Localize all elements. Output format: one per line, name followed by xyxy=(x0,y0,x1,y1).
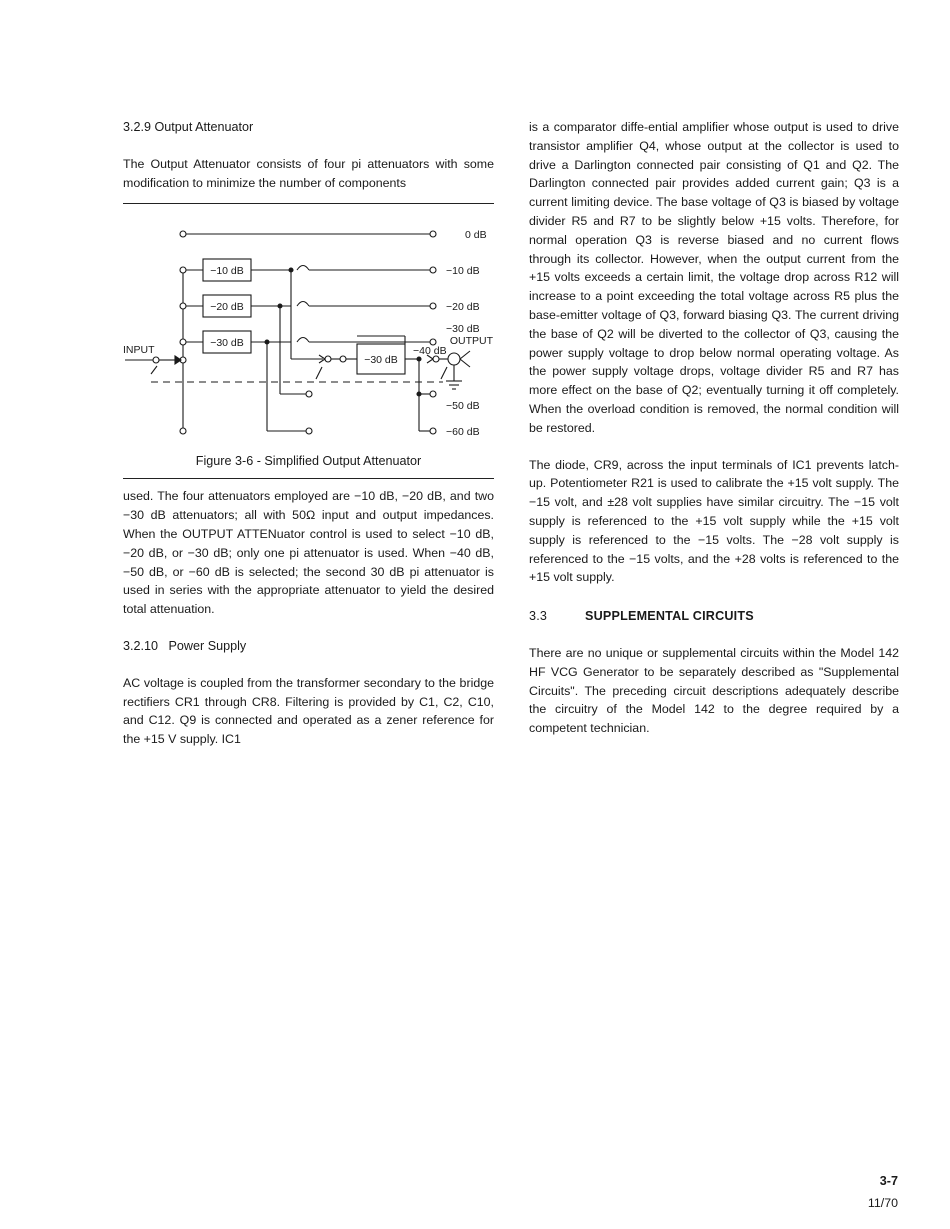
out-label-20db: −20 dB xyxy=(446,301,480,314)
left-column xyxy=(123,118,494,749)
out-label-10db: −10 dB xyxy=(446,265,480,278)
out-label-50db: −50 dB xyxy=(446,400,480,413)
page-number: 3-7 xyxy=(879,1174,898,1188)
attenuator-box-30db-b: −30 dB xyxy=(364,354,398,367)
out-label-0db: 0 dB xyxy=(465,229,487,242)
attenuators-paragraph: used. The four attenuators employed are −10 dB, −20 dB, and two −30 dB attenuators; all with 50Ω input and output impedances. When the OUTPUT ATTENuator control is used to select −10 dB, −20 dB, or −30 dB; only one pi attenuator is used. When −40 dB, −50 dB, or −60 dB is selected; the second 30 dB pi attenuator is used in series with the appropriate attenuator to yield the desired total attenuation. xyxy=(123,489,494,617)
comparator-paragraph: is a comparator diffe-ential amplifier whose output is used to drive transistor amplifier Q4, whose output at the collector is used to drive a Darlington connected pair consisting of Q1 and Q2. The Darlington connected pair provides added current gain; Q3 is a current limiting device. The base voltage of Q3 is biased by voltage divider R5 and R7 to be slightly below +15 volts. Therefore, for normal operation Q3 is reverse biased and no current flows through its collector. However, when the output current from the +15 volts exceeds a certain limit, the voltage drop across R12 will increase to a point exceeding the total voltage across R5 plus the base-emitter voltage of Q3, forward biasing Q3. The current driving the base of Q2 will be diverted to the collector of Q3, causing the power supply voltage to drop below normal operating voltage. As the power supply voltage drops, voltage divider R5 and R7 has more effect on the base of Q2; eventually turning it off completely. When the overload condition is removed, the normal condition will be restored. xyxy=(529,120,899,435)
out-label-40db: −40 dB xyxy=(413,345,447,358)
attenuator-box-10db: −10 dB xyxy=(210,265,244,278)
attenuator-box-30db-a: −30 dB xyxy=(210,337,244,350)
section-title: SUPPLEMENTAL CIRCUITS xyxy=(585,609,754,624)
attenuator-diagram xyxy=(123,204,494,494)
input-label: INPUT xyxy=(123,344,155,357)
power-supply-paragraph: AC voltage is coupled from the transformer secondary to the bridge rectifiers CR1 through CR8. Filtering is provided by C1, C2, C10, and C12. Q9 is connected and operated as a zener reference for the +15 V supply. IC1 xyxy=(123,675,494,747)
section-heading-3-3 xyxy=(529,607,899,626)
section-heading-3-2-9: 3.2.9 Output Attenuator xyxy=(123,120,254,134)
out-label-60db: −60 dB xyxy=(446,426,480,439)
figure-output-attenuator xyxy=(123,204,494,494)
right-column xyxy=(529,118,899,738)
output-label: OUTPUT xyxy=(449,335,493,348)
intro-paragraph: The Output Attenuator consists of four pi attenuators with some modification to minimize the number of components xyxy=(123,156,494,190)
out-label-30db: −30 dB xyxy=(446,323,480,336)
supplemental-paragraph: There are no unique or supplemental circuits within the Model 142 HF VCG Generator to be separately described as "Supplemental Circuits". The preceding circuit descriptions adequately describe the circuitry of the Model 142 to the degree required by a competent technician. xyxy=(529,645,899,736)
figure-caption: Figure 3-6 - Simplified Output Attenuator xyxy=(195,454,422,469)
page-date: 11/70 xyxy=(867,1196,898,1210)
attenuator-box-20db: −20 dB xyxy=(210,301,244,314)
diode-paragraph: The diode, CR9, across the input terminals of IC1 prevents latch-up. Potentiometer R21 is used to calibrate the +15 volt supply. The −15 volt, and ±28 volt supplies have similar circuitry. The −15 volt supply is referenced to the +15 volt supply while the +15 volt supply is referenced to the −15 volts. The −28 volt supply is referenced to the −15 volts, and the +28 volts is referenced to the +15 volt supply. xyxy=(529,457,899,585)
section-heading-3-2-10: 3.2.10 Power Supply xyxy=(123,638,247,653)
section-number: 3.3 xyxy=(529,609,548,624)
